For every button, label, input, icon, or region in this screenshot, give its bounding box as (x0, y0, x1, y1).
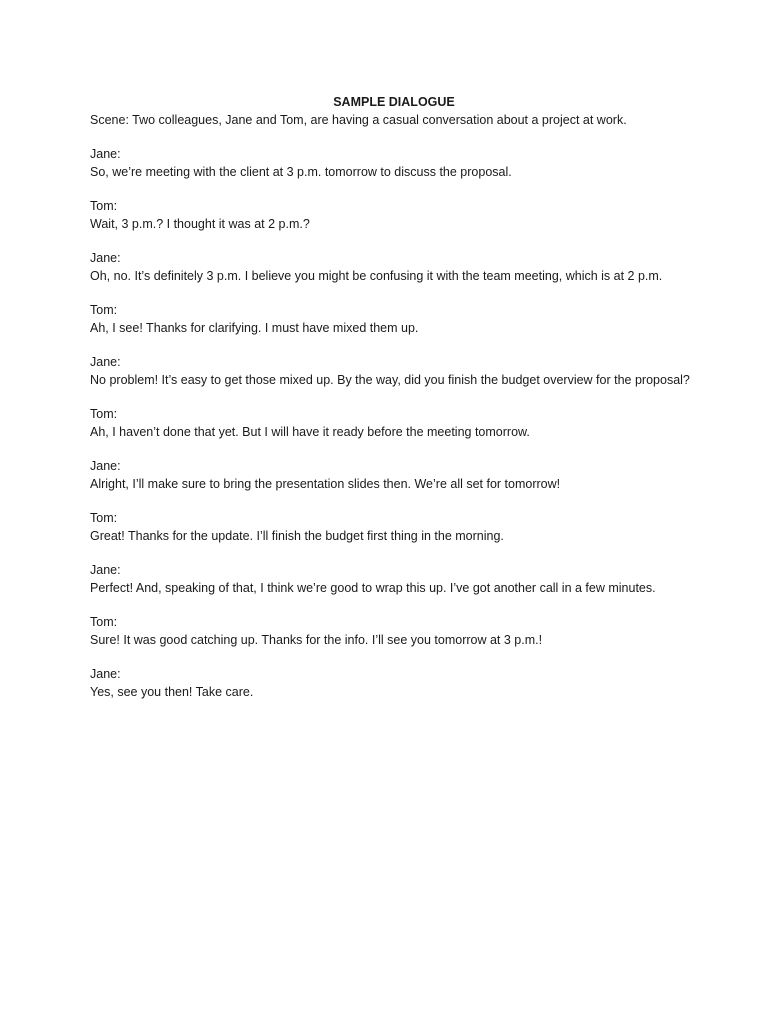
document-title: SAMPLE DIALOGUE (333, 95, 455, 109)
dialogue-line: Ah, I haven’t done that yet. But I will have it ready before the meeting tomorrow. (90, 424, 530, 439)
dialogue-line: Perfect! And, speaking of that, I think we’re good to wrap this up. I’ve got another call in a few minutes. (90, 580, 656, 595)
dialogue-line: Sure! It was good catching up. Thanks for the info. I’ll see you tomorrow at 3 p.m.! (90, 632, 543, 647)
dialogue-line: Yes, see you then! Take care. (90, 684, 254, 699)
dialogue-turn (90, 354, 690, 389)
dialogue-line: No problem! It’s easy to get those mixed up. By the way, did you finish the budget overview for the proposal? (90, 372, 690, 387)
dialogue-line: Great! Thanks for the update. I’ll finish the budget first thing in the morning. (90, 528, 504, 543)
dialogue-turn (90, 458, 690, 493)
speaker-name: Tom: (90, 511, 118, 525)
dialogue-turn (90, 250, 690, 285)
scene-description: Scene: Two colleagues, Jane and Tom, are having a casual conversation about a project at work. (90, 112, 627, 127)
speaker-name: Jane: (90, 147, 121, 161)
dialogue-turn (90, 562, 690, 597)
speaker-name: Jane: (90, 563, 121, 577)
speaker-name: Tom: (90, 303, 118, 317)
dialogue-line: Ah, I see! Thanks for clarifying. I must have mixed them up. (90, 320, 419, 335)
dialogue-turn (90, 146, 690, 181)
speaker-name: Tom: (90, 615, 118, 629)
dialogue-line: Alright, I’ll make sure to bring the presentation slides then. We’re all set for tomorrow! (90, 476, 561, 491)
speaker-name: Tom: (90, 199, 118, 213)
speaker-name: Jane: (90, 251, 121, 265)
speaker-name: Jane: (90, 355, 121, 369)
dialogue-line: Wait, 3 p.m.? I thought it was at 2 p.m.? (90, 216, 310, 231)
dialogue-line: So, we’re meeting with the client at 3 p.m. tomorrow to discuss the proposal. (90, 164, 512, 179)
dialogue-line: Oh, no. It’s definitely 3 p.m. I believe you might be confusing it with the team meeting, which is at 2 p.m. (90, 268, 663, 283)
speaker-name: Jane: (90, 667, 121, 681)
speaker-name: Tom: (90, 407, 118, 421)
dialogue-turn (90, 198, 690, 233)
dialogue-turn (90, 302, 690, 337)
dialogue-turn (90, 510, 690, 545)
dialogue-turn (90, 614, 690, 649)
document-page (90, 94, 690, 718)
speaker-name: Jane: (90, 459, 121, 473)
dialogue-turn (90, 406, 690, 441)
dialogue-turn (90, 666, 690, 701)
